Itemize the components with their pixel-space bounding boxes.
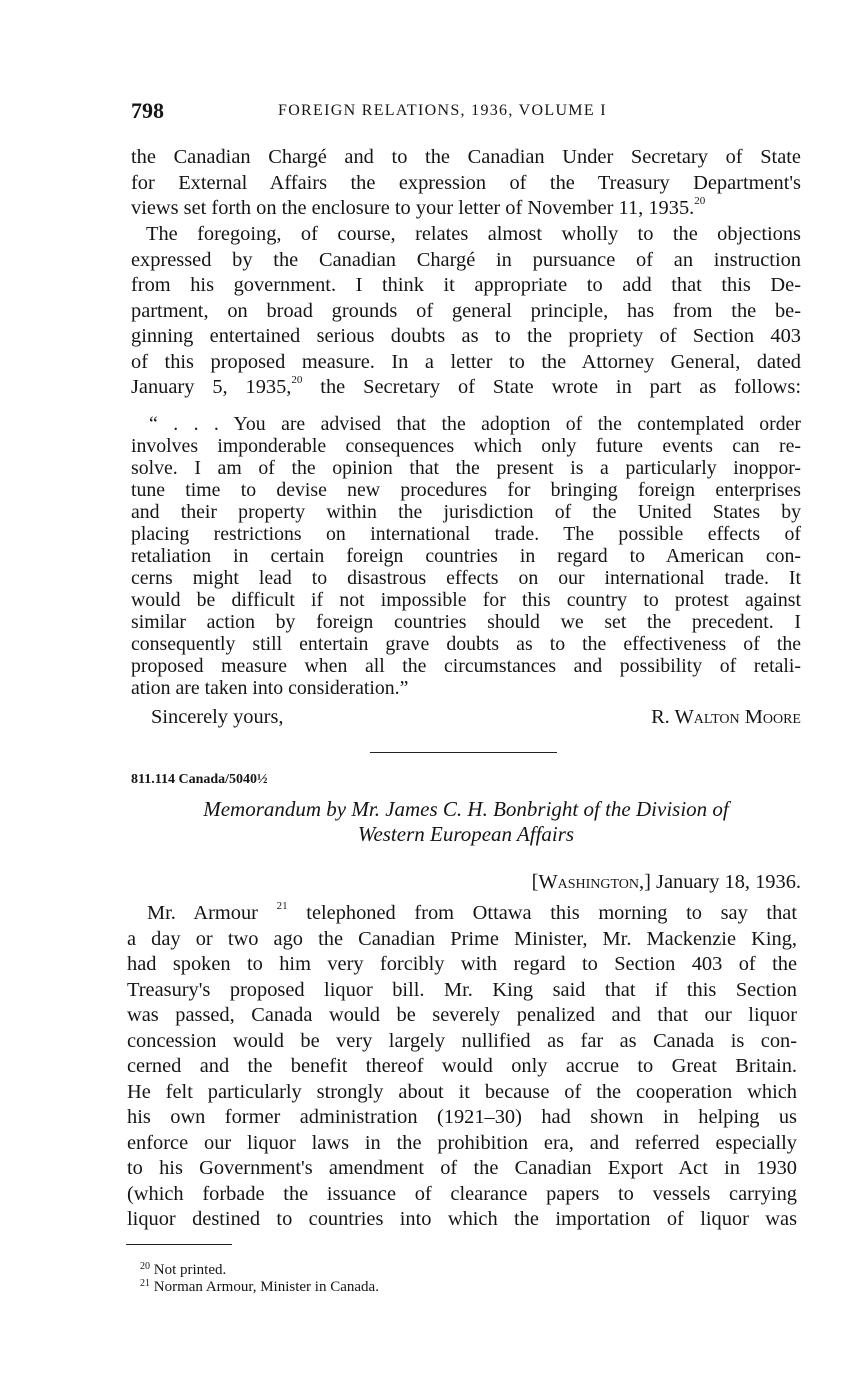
text-line: from his government. I think it appropriate to add that this De- — [131, 274, 801, 296]
text-line: concession would be very largely nullified as far as Canada is con- — [127, 1029, 797, 1052]
signature: R. Walton Moore — [651, 706, 801, 728]
quote-line: cerns might lead to disastrous effects on our international trade. It — [131, 567, 801, 589]
text-line: views set forth on the enclosure to your letter of November 11, 1935.20 — [131, 195, 706, 219]
footnotes — [140, 1262, 379, 1296]
text-line: liquor destined to countries into which the importation of liquor was — [127, 1208, 797, 1230]
footnote-mark: 21 — [140, 1278, 150, 1289]
text-line: of this proposed measure. In a letter to the Attorney General, dated — [131, 350, 801, 373]
quote-line: tune time to devise new procedures for bringing foreign enterprises — [131, 479, 801, 501]
running-head — [131, 98, 811, 126]
text-line: ginning entertained serious doubts as to the propriety of Section 403 — [131, 325, 801, 347]
quote-line: solve. I am of the opinion that the present is a particularly inoppor- — [131, 457, 801, 479]
text-line: enforce our liquor laws in the prohibition era, and referred especially — [127, 1131, 797, 1154]
title-line: Memorandum by Mr. James C. H. Bonbright of the Division of — [203, 797, 729, 821]
footnote-mark: 20 — [140, 1261, 150, 1272]
text-line: his own former administration (1921–30) had shown in helping us — [127, 1106, 797, 1128]
text-line: the Canadian Chargé and to the Canadian Under Secretary of State — [131, 146, 801, 168]
text-line: January 5, 1935,20 the Secretary of State wrote in part as follows: — [131, 374, 802, 398]
complimentary-close: Sincerely yours, — [151, 706, 284, 728]
text-line: cerned and the benefit thereof would only accrue to Great Britain. — [127, 1055, 797, 1077]
paragraph-foregoing — [131, 222, 801, 401]
quote-line: retaliation in certain foreign countries in regard to American con- — [131, 545, 801, 567]
letter-closing — [151, 706, 801, 732]
quote-line: and their property within the jurisdiction of the United States by — [131, 501, 801, 523]
text-line: partment, on broad grounds of general principle, has from the be- — [131, 299, 801, 322]
quote-line: consequently still entertain grave doubts as to the effectiveness of the — [131, 633, 801, 655]
text-line: The foregoing, of course, relates almost wholly to the objections — [146, 223, 801, 245]
file-reference: 811.114 Canada/5040½ — [131, 772, 268, 787]
text-line: had spoken to him very forcibly with regard to Section 403 of the — [127, 953, 797, 975]
memorandum-title — [131, 797, 801, 847]
footnote-ref-21[interactable]: 21 — [276, 900, 288, 912]
text-line: expressed by the Canadian Chargé in pursuance of an instruction — [131, 248, 801, 271]
footnote-text: Not printed. — [153, 1262, 227, 1278]
dateline — [131, 871, 801, 894]
text-line: was passed, Canada would be severely penalized and that our liquor — [127, 1004, 797, 1026]
paragraph-memorandum — [127, 901, 797, 1233]
footnote-20 — [140, 1262, 379, 1279]
text-line: (which forbade the issuance of clearance papers to vessels carrying — [127, 1182, 797, 1205]
quote-line: placing restrictions on international trade. The possible effects of — [131, 523, 801, 545]
text-line: to his Government's amendment of the Canadian Export Act in 1930 — [127, 1157, 797, 1179]
footnote-rule — [126, 1244, 232, 1245]
quote-line: similar action by foreign countries should we set the precedent. I — [131, 611, 801, 633]
text-line: a day or two ago the Canadian Prime Minister, Mr. Mackenzie King, — [127, 927, 797, 950]
quote-line: would be difficult if not impossible for this country to protest against — [131, 589, 801, 611]
footnote-ref-20[interactable]: 20 — [291, 374, 303, 386]
paragraph-continuation — [131, 145, 801, 222]
text-line: for External Affairs the expression of the Treasury Department's — [131, 171, 801, 194]
dateline-place: [Washington,] — [531, 871, 651, 893]
title-line: Western European Affairs — [357, 822, 575, 846]
text-line: He felt particularly strongly about it because of the cooperation which — [127, 1080, 797, 1103]
quote-line: proposed measure when all the circumstances and possibility of retali- — [131, 655, 801, 677]
block-quote — [131, 413, 801, 699]
footnote-text: Norman Armour, Minister in Canada. — [153, 1279, 379, 1295]
quote-line: involves imponderable consequences which only future events can re- — [131, 435, 801, 457]
running-title: FOREIGN RELATIONS, 1936, VOLUME I — [278, 102, 607, 119]
quote-line: “ . . . You are advised that the adoption of the contemplated order — [149, 413, 801, 435]
section-divider — [370, 752, 557, 753]
dateline-date: January 18, 1936. — [656, 871, 801, 893]
text-line: Mr. Armour $^{21}$ telephoned from Ottawa this morning to say that — [147, 900, 797, 924]
text-line: Treasury's proposed liquor bill. Mr. King said that if this Section — [127, 978, 797, 1001]
footnote-ref-20[interactable]: 20 — [694, 195, 706, 207]
quote-line: ation are taken into consideration.” — [131, 677, 409, 699]
page-number: 798 — [131, 98, 164, 123]
footnote-21 — [140, 1279, 379, 1296]
